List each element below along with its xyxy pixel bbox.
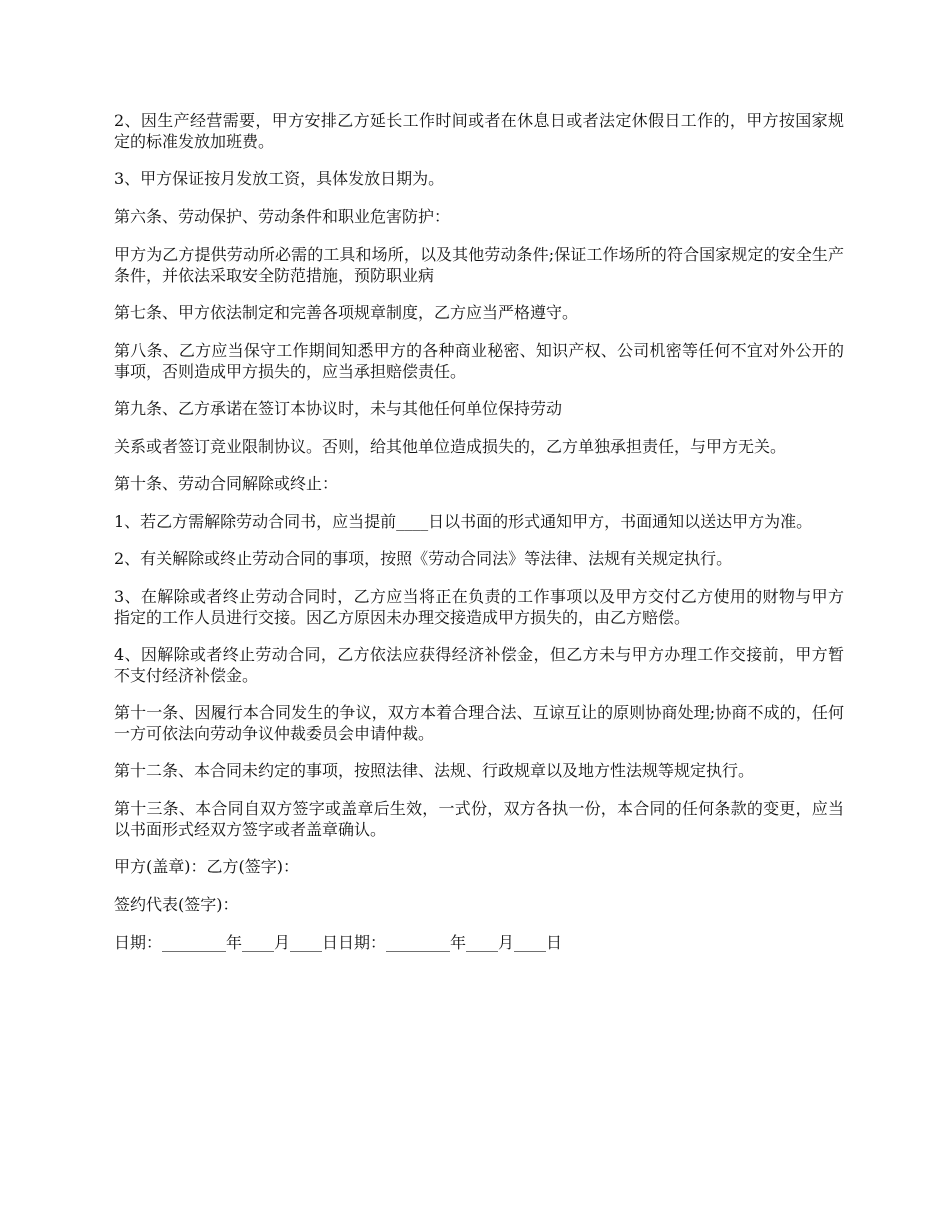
signature-dates: 日期：________年____月____日日期：________年____月____日 [114,933,563,952]
article-13: 第十三条、本合同自双方签字或盖章后生效，一式份，双方各执一份，本合同的任何条款的变更，应当以书面形式经双方签字或者盖章确认。 [114,799,844,839]
article-12: 第十二条、本合同未约定的事项，按照法律、法规、行政规章以及地方性法规等规定执行。 [114,761,755,780]
article-10-heading: 第十条、劳动合同解除或终止： [114,474,339,493]
signature-representative: 签约代表(签字)： [114,895,239,914]
article-9-continued: 关系或者签订竞业限制协议。否则，给其他单位造成损失的，乙方单独承担责任，与甲方无关。 [114,437,787,456]
article-10-item-3: 3、在解除或者终止劳动合同时，乙方应当将正在负责的工作事项以及甲方交付乙方使用的财物与甲方指定的工作人员进行交接。因乙方原因未办理交接造成甲方损失的，由乙方赔偿。 [114,587,844,627]
paragraph-salary-date: 3、甲方保证按月发放工资，具体发放日期为。 [114,169,445,188]
article-8: 第八条、乙方应当保守工作期间知悉甲方的各种商业秘密、知识产权、公司机密等任何不宜对外公开的事项，否则造成甲方损失的，应当承担赔偿责任。 [114,341,844,381]
article-10-item-1: 1、若乙方需解除劳动合同书，应当提前____日以书面的形式通知甲方，书面通知以送达甲方为准。 [114,512,813,531]
paragraph-overtime-pay: 2、因生产经营需要，甲方安排乙方延长工作时间或者在休息日或者法定休假日工作的，甲方按国家规定的标准发放加班费。 [114,111,844,151]
signature-parties: 甲方(盖章)：乙方(签字)： [114,857,299,876]
article-6-heading: 第六条、劳动保护、劳动条件和职业危害防护： [114,207,451,226]
document-page [114,110,844,970]
article-11: 第十一条、因履行本合同发生的争议，双方本着合理合法、互谅互让的原则协商处理;协商不成的，任何一方可依法向劳动争议仲裁委员会申请仲裁。 [114,703,844,743]
article-9: 第九条、乙方承诺在签订本协议时，未与其他任何单位保持劳动 [114,399,563,418]
paragraph-labor-protection: 甲方为乙方提供劳动所必需的工具和场所，以及其他劳动条件;保证工作场所的符合国家规定的安全生产条件，并依法采取安全防范措施，预防职业病 [114,245,844,285]
article-10-item-4: 4、因解除或者终止劳动合同，乙方依法应获得经济补偿金，但乙方未与甲方办理工作交接前，甲方暂不支付经济补偿金。 [114,645,844,685]
article-7: 第七条、甲方依法制定和完善各项规章制度，乙方应当严格遵守。 [114,303,579,322]
article-10-item-2: 2、有关解除或终止劳动合同的事项，按照《劳动合同法》等法律、法规有关规定执行。 [114,549,733,568]
